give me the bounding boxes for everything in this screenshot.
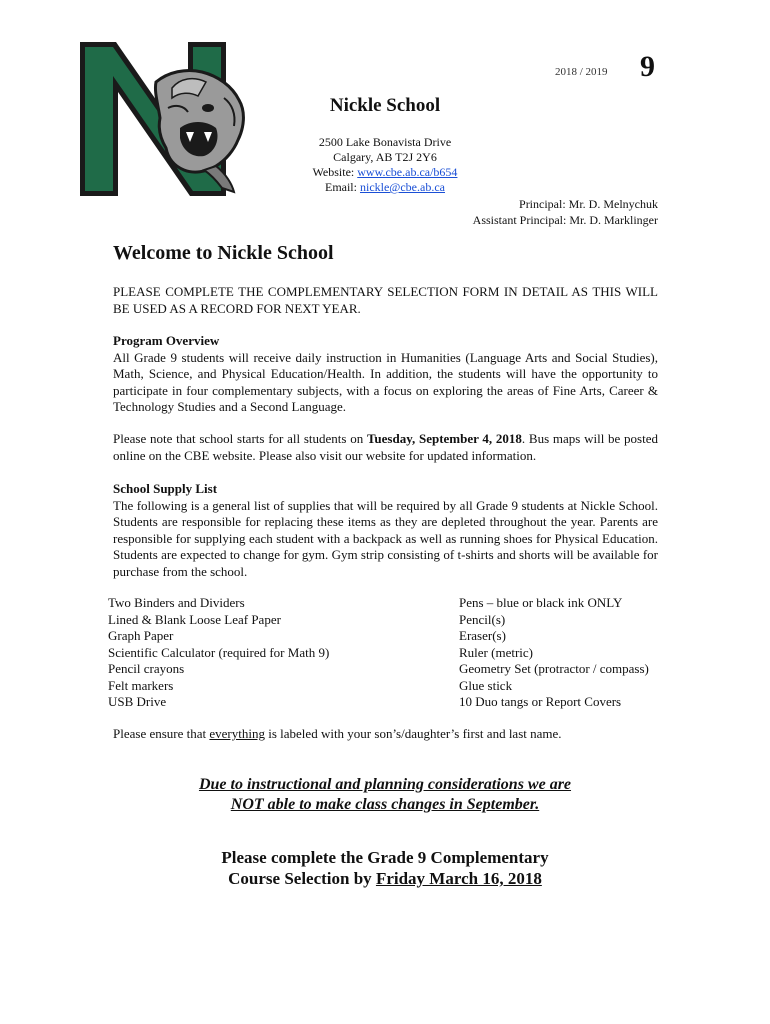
administration — [473, 196, 658, 228]
deadline-line-2 — [0, 868, 770, 889]
list-item: USB Drive — [108, 694, 167, 709]
list-item: Glue stick — [459, 677, 513, 693]
list-item: Graph Paper — [108, 628, 174, 643]
website-label: Website: — [312, 165, 358, 179]
website-link[interactable]: www.cbe.ab.ca/b654 — [357, 165, 458, 179]
labeling-note-before: Please ensure that — [113, 726, 210, 741]
school-name — [0, 95, 770, 117]
website-row — [270, 165, 500, 180]
list-item: Pens – blue or black ink ONLY — [459, 595, 623, 610]
list-item: Ruler (metric) — [459, 644, 533, 660]
school-name-text: Nickle School — [329, 95, 441, 116]
email-label: Email: — [324, 180, 360, 194]
start-notice-before: Please note that school starts for all students on — [113, 431, 367, 446]
deadline-line-2-before: Course Selection by — [228, 869, 376, 888]
assistant-principal: Assistant Principal: Mr. D. Marklinger — [472, 213, 658, 227]
list-item: Eraser(s) — [459, 628, 506, 643]
labeling-note-emphasis: everything — [209, 726, 265, 741]
list-item: 10 Duo tangs or Report Covers — [459, 694, 622, 709]
class-change-warning — [0, 775, 770, 815]
email-link[interactable]: nickle@cbe.ab.ca — [359, 180, 445, 194]
program-overview — [113, 333, 658, 416]
supply-text: The following is a general list of supplies that will be required by all Grade 9 students at Nickle School. Students are responsible for replacing these items as they are depleted throughout the year. Parents are responsible for supplying each student with a backpack as well as running shoes for Physical Education. Students are expected to change for gym. Gym strip consisting of t-shirts and shorts will be available for purchase from the school. — [113, 497, 658, 579]
warning-line-1: Due to instructional and planning considerations we are — [198, 776, 572, 793]
warning-line-2: NOT able to make class changes in September. — [230, 796, 540, 813]
list-item: Scientific Calculator (required for Math 9) — [108, 644, 330, 660]
list-item: Geometry Set (protractor / compass) — [459, 661, 649, 676]
address-line-2: Calgary, AB T2J 2Y6 — [333, 150, 437, 164]
welcome-heading: Welcome to Nickle School — [113, 242, 334, 264]
list-item: Pencil(s) — [459, 611, 506, 627]
school-year: 2018 / 2019 — [555, 66, 608, 78]
form-instruction: PLEASE COMPLETE THE COMPLEMENTARY SELECTION FORM IN DETAIL AS THIS WILL BE USED AS A RECORD FOR NEXT YEAR. — [113, 284, 658, 316]
start-notice — [113, 431, 658, 464]
supply-section — [113, 481, 658, 580]
address-line-1: 2500 Lake Bonavista Drive — [318, 135, 452, 149]
list-item: Pencil crayons — [108, 661, 185, 676]
list-item: Lined & Blank Loose Leaf Paper — [108, 611, 281, 627]
supply-heading: School Supply List — [113, 481, 218, 496]
labeling-note — [113, 726, 562, 742]
supply-list-left — [108, 595, 329, 711]
start-notice-after: . Bus maps will be posted online on the CBE website. Please also visit our website for updated information. — [113, 431, 658, 463]
grade-number: 9 — [640, 50, 655, 83]
email-row — [270, 180, 500, 195]
start-date: Tuesday, September 4, 2018 — [366, 431, 522, 446]
program-overview-heading: Program Overview — [113, 333, 220, 348]
list-item: Felt markers — [108, 677, 174, 693]
nickle-school-logo-icon — [76, 38, 248, 200]
list-item: Two Binders and Dividers — [108, 595, 245, 610]
selection-deadline — [0, 847, 770, 889]
supply-list-right — [459, 595, 649, 711]
labeling-note-after: is labeled with your son’s/daughter’s first and last name. — [264, 726, 562, 741]
deadline-line-1: Please complete the Grade 9 Complementary — [221, 848, 549, 867]
school-address — [270, 135, 500, 195]
deadline-date: Friday March 16, 2018 — [375, 869, 542, 888]
principal: Principal: Mr. D. Melnychuk — [519, 197, 658, 211]
program-overview-text: All Grade 9 students will receive daily instruction in Humanities (Language Arts and Social Studies), Math, Science, and Physical Education/Health. In addition, the students will have the opportunity to participate in four complementary subjects, with a focus on exploring the areas of Fine Arts, Career & Technology Studies and a Second Language. — [113, 349, 658, 414]
